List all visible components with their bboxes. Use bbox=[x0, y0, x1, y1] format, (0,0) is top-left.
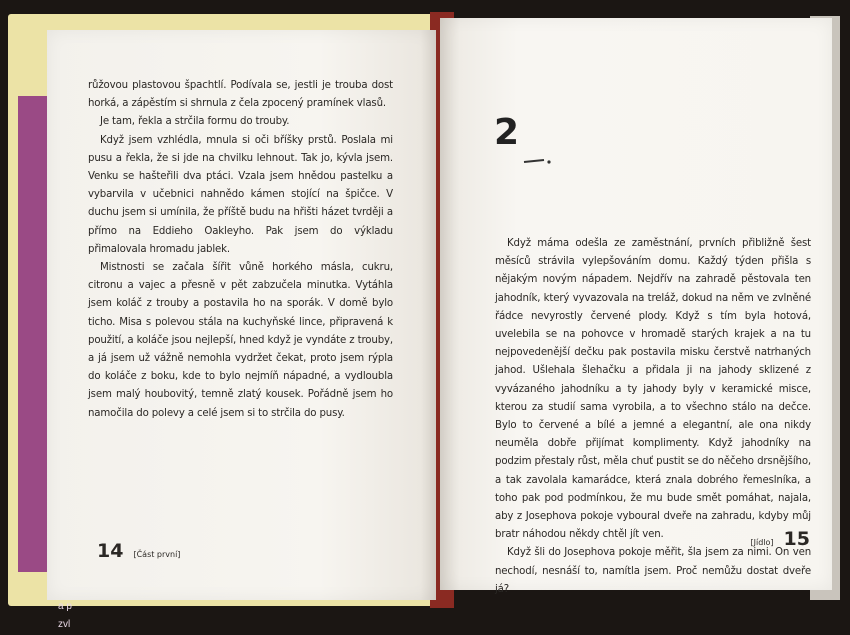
running-head: [Část první] bbox=[133, 550, 181, 559]
running-head: [Jídlo] bbox=[750, 538, 774, 547]
paragraph: Když jsem vzhlédla, mnula si oči bříšky prstů. Poslala mi pusu a řekla, že si jde na chvilku lehnout. Tak jo, kývla jsem. Venku se hašteřili dva ptáci. Vzala jsem hnědou pastelku a vybarvila v učebnici nahnědo kámen stojící na špičce. V duchu jsem si umínila, že příště budu na hřišti házet tvrději a přímo na Eddieho Oakleyho. Pak jsem do výkladu přimalovala hromadu jablek. bbox=[88, 134, 393, 255]
underlying-cover-text: a p zvl bbox=[58, 600, 72, 630]
paragraph: růžovou plastovou špachtlí. Podívala se, jestli je trouba dost horká, a zápěstím si shrnula z čela zpocený pramínek vlasů. bbox=[88, 80, 393, 110]
left-page bbox=[47, 30, 436, 600]
chapter-underline-mark bbox=[522, 154, 552, 166]
right-page-folio bbox=[751, 528, 810, 550]
left-page-body bbox=[88, 77, 393, 423]
page-number: 15 bbox=[783, 528, 810, 550]
left-page-folio bbox=[97, 540, 180, 562]
paragraph: Když šli do Josephova pokoje měřit, šla jsem za nimi. On ven nechodí, nesnáší to, namítla jsem. Proč nemůžu dostat dveře já? bbox=[495, 547, 811, 595]
paragraph: Mistnosti se začala šířit vůně horkého másla, cukru, citronu a vajec a přesně v pět zabzučela minutka. Vytáhla jsem koláč z trouby a postavila ho na sporák. V domě bylo ticho. Misa s polevou stála na kuchyňské lince, připravená k použití, a koláče jsou nejlepší, hned když je vyndáte z trouby, a já jsem už vážně nemohla vydržet čekat, proto jsem rýpla do koláče z boku, kde to bylo nejmíň nápadné, a vydloubla jsem malý houbovitý, temně zlatý kousek. Pořádně jsem ho namočila do polevy a celé jsem si to strčila do pusy. bbox=[88, 262, 393, 419]
paragraph: Když máma odešla ze zaměstnání, prvních přibližně šest měsíců strávila vylepšováním domu. Každý týden přišla s nějakým novým nápadem. Nejdřív na zahradě pěstovala ten jahodník, který vyvazovala na treláž, dokud na něm ve zvlněné řádce nevyrostly červené plody. Když s tím byla hotová, uvelebila se na pohovce v hromadě starých krajek a na tu nejpovedenější dečku pak postavila misku čerstvě natrhaných jahod. Ušlehala šlehačku a přidala ji na jahody sklizené z vyvázaného jahodníku a ty jahody byly v keramické misce, kterou za studií sama vyrobila, a to všechno stálo na dečce. Bylo to červené a bílé a jemné a elegantní, ale ona nikdy neuměla dobře přijímat komplimenty. Když jahodníky na podzim přestaly růst, měla chuť pustit se do něčeho drsnějšího, a tak zavolala kamarádce, která znala dobrého řemeslníka, a toho pak pod podmínkou, že mu bude smět pomáhat, najala, aby z Josephova pokoje vyboural dveře na zahradu, kdyby můj bratr náhodou někdy chtěl jít ven. bbox=[495, 238, 811, 541]
right-page bbox=[440, 18, 832, 595]
chapter-number: 2 bbox=[494, 112, 519, 153]
paragraph: Je tam, řekla a strčila formu do trouby. bbox=[100, 116, 290, 128]
page-number: 14 bbox=[97, 540, 124, 562]
